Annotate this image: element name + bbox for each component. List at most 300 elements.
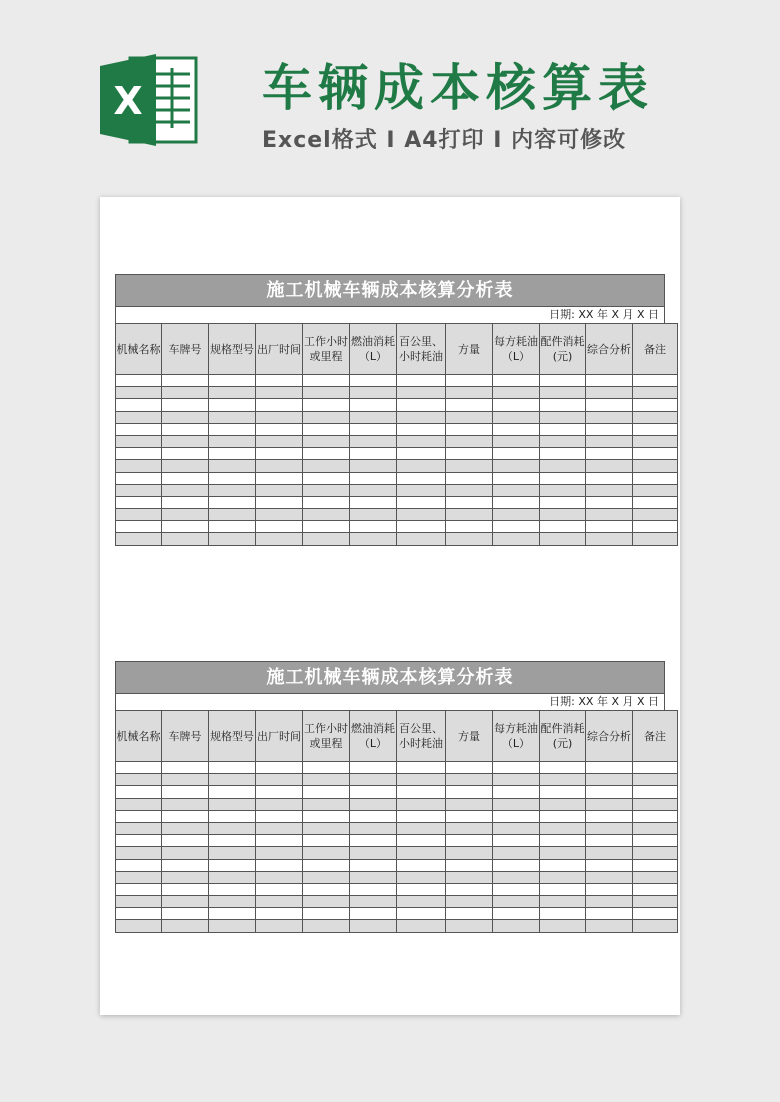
table-cell[interactable] [162, 435, 209, 447]
table-cell[interactable] [209, 484, 256, 496]
table-cell[interactable] [162, 484, 209, 496]
table-cell[interactable] [586, 822, 633, 834]
table-cell[interactable] [162, 399, 209, 411]
table-cell[interactable] [209, 786, 256, 798]
table-cell[interactable] [162, 762, 209, 774]
table-cell[interactable] [633, 411, 678, 423]
table-cell[interactable] [350, 387, 397, 399]
table-cell[interactable] [633, 448, 678, 460]
table-cell[interactable] [256, 509, 303, 521]
table-cell[interactable] [397, 375, 446, 387]
table-cell[interactable] [209, 883, 256, 895]
table-cell[interactable] [162, 411, 209, 423]
table-cell[interactable] [397, 920, 446, 932]
table-cell[interactable] [350, 484, 397, 496]
table-cell[interactable] [256, 883, 303, 895]
table-cell[interactable] [493, 908, 540, 920]
table-cell[interactable] [540, 786, 586, 798]
table-cell[interactable] [446, 496, 493, 508]
table-cell[interactable] [446, 375, 493, 387]
table-cell[interactable] [256, 774, 303, 786]
table-cell[interactable] [303, 810, 350, 822]
table-cell[interactable] [586, 774, 633, 786]
table-cell[interactable] [303, 859, 350, 871]
table-cell[interactable] [493, 496, 540, 508]
table-cell[interactable] [350, 883, 397, 895]
table-cell[interactable] [256, 835, 303, 847]
table-cell[interactable] [633, 786, 678, 798]
table-cell[interactable] [116, 847, 162, 859]
table-cell[interactable] [162, 786, 209, 798]
table-cell[interactable] [256, 460, 303, 472]
table-cell[interactable] [303, 375, 350, 387]
table-cell[interactable] [493, 509, 540, 521]
table-cell[interactable] [586, 920, 633, 932]
table-cell[interactable] [446, 810, 493, 822]
table-cell[interactable] [446, 774, 493, 786]
table-cell[interactable] [116, 460, 162, 472]
table-cell[interactable] [446, 448, 493, 460]
table-cell[interactable] [397, 411, 446, 423]
table-cell[interactable] [633, 871, 678, 883]
table-cell[interactable] [586, 908, 633, 920]
table-cell[interactable] [209, 435, 256, 447]
table-cell[interactable] [446, 908, 493, 920]
table-cell[interactable] [446, 822, 493, 834]
table-cell[interactable] [350, 920, 397, 932]
table-cell[interactable] [493, 896, 540, 908]
table-cell[interactable] [540, 533, 586, 545]
table-cell[interactable] [540, 835, 586, 847]
table-cell[interactable] [303, 423, 350, 435]
table-cell[interactable] [540, 472, 586, 484]
table-cell[interactable] [116, 509, 162, 521]
table-cell[interactable] [350, 533, 397, 545]
table-cell[interactable] [209, 774, 256, 786]
table-cell[interactable] [303, 460, 350, 472]
table-cell[interactable] [446, 423, 493, 435]
table-cell[interactable] [116, 871, 162, 883]
table-cell[interactable] [633, 435, 678, 447]
table-cell[interactable] [540, 448, 586, 460]
table-cell[interactable] [209, 521, 256, 533]
table-cell[interactable] [397, 448, 446, 460]
table-cell[interactable] [256, 896, 303, 908]
table-cell[interactable] [162, 798, 209, 810]
table-cell[interactable] [303, 786, 350, 798]
table-cell[interactable] [397, 423, 446, 435]
table-cell[interactable] [303, 920, 350, 932]
table-cell[interactable] [162, 871, 209, 883]
table-cell[interactable] [209, 533, 256, 545]
table-cell[interactable] [116, 798, 162, 810]
table-cell[interactable] [350, 908, 397, 920]
table-cell[interactable] [397, 484, 446, 496]
table-cell[interactable] [493, 435, 540, 447]
table-cell[interactable] [209, 859, 256, 871]
table-cell[interactable] [303, 896, 350, 908]
table-cell[interactable] [397, 798, 446, 810]
table-cell[interactable] [493, 521, 540, 533]
table-cell[interactable] [162, 774, 209, 786]
table-cell[interactable] [162, 920, 209, 932]
table-cell[interactable] [303, 448, 350, 460]
table-cell[interactable] [350, 822, 397, 834]
table-cell[interactable] [303, 496, 350, 508]
table-cell[interactable] [493, 798, 540, 810]
table-cell[interactable] [303, 908, 350, 920]
table-cell[interactable] [303, 883, 350, 895]
table-cell[interactable] [493, 375, 540, 387]
table-cell[interactable] [256, 822, 303, 834]
table-cell[interactable] [586, 460, 633, 472]
table-cell[interactable] [633, 920, 678, 932]
table-cell[interactable] [633, 472, 678, 484]
table-cell[interactable] [256, 484, 303, 496]
table-cell[interactable] [256, 762, 303, 774]
table-cell[interactable] [493, 774, 540, 786]
table-cell[interactable] [209, 810, 256, 822]
table-cell[interactable] [116, 399, 162, 411]
table-cell[interactable] [493, 835, 540, 847]
table-cell[interactable] [397, 521, 446, 533]
table-cell[interactable] [446, 762, 493, 774]
table-cell[interactable] [256, 920, 303, 932]
table-cell[interactable] [540, 762, 586, 774]
table-cell[interactable] [209, 822, 256, 834]
table-cell[interactable] [397, 883, 446, 895]
table-cell[interactable] [493, 423, 540, 435]
table-cell[interactable] [446, 460, 493, 472]
table-cell[interactable] [162, 460, 209, 472]
table-cell[interactable] [586, 411, 633, 423]
table-cell[interactable] [397, 533, 446, 545]
table-cell[interactable] [256, 423, 303, 435]
table-cell[interactable] [350, 786, 397, 798]
table-cell[interactable] [397, 435, 446, 447]
table-cell[interactable] [446, 871, 493, 883]
table-cell[interactable] [540, 896, 586, 908]
table-cell[interactable] [209, 762, 256, 774]
table-cell[interactable] [540, 822, 586, 834]
table-cell[interactable] [493, 883, 540, 895]
table-cell[interactable] [303, 762, 350, 774]
table-cell[interactable] [540, 859, 586, 871]
table-cell[interactable] [586, 762, 633, 774]
table-cell[interactable] [586, 835, 633, 847]
table-cell[interactable] [540, 423, 586, 435]
table-cell[interactable] [350, 399, 397, 411]
table-cell[interactable] [116, 521, 162, 533]
table-cell[interactable] [493, 920, 540, 932]
table-cell[interactable] [116, 908, 162, 920]
table-cell[interactable] [303, 533, 350, 545]
table-cell[interactable] [493, 786, 540, 798]
table-cell[interactable] [350, 411, 397, 423]
table-cell[interactable] [586, 896, 633, 908]
table-cell[interactable] [350, 460, 397, 472]
table-cell[interactable] [540, 484, 586, 496]
table-cell[interactable] [586, 387, 633, 399]
table-cell[interactable] [493, 472, 540, 484]
table-cell[interactable] [586, 399, 633, 411]
table-cell[interactable] [256, 521, 303, 533]
table-cell[interactable] [493, 533, 540, 545]
table-cell[interactable] [350, 810, 397, 822]
table-cell[interactable] [303, 399, 350, 411]
table-cell[interactable] [633, 509, 678, 521]
table-cell[interactable] [116, 883, 162, 895]
table-cell[interactable] [256, 472, 303, 484]
table-cell[interactable] [397, 835, 446, 847]
table-cell[interactable] [633, 847, 678, 859]
table-cell[interactable] [397, 786, 446, 798]
table-cell[interactable] [446, 411, 493, 423]
table-cell[interactable] [350, 847, 397, 859]
table-cell[interactable] [350, 521, 397, 533]
table-cell[interactable] [209, 387, 256, 399]
table-cell[interactable] [256, 411, 303, 423]
table-cell[interactable] [633, 798, 678, 810]
table-cell[interactable] [116, 423, 162, 435]
table-cell[interactable] [446, 883, 493, 895]
table-cell[interactable] [162, 896, 209, 908]
table-cell[interactable] [446, 484, 493, 496]
table-cell[interactable] [397, 496, 446, 508]
table-cell[interactable] [446, 387, 493, 399]
table-cell[interactable] [586, 810, 633, 822]
table-cell[interactable] [397, 847, 446, 859]
table-cell[interactable] [209, 411, 256, 423]
table-cell[interactable] [633, 908, 678, 920]
table-cell[interactable] [586, 786, 633, 798]
table-cell[interactable] [540, 521, 586, 533]
table-cell[interactable] [162, 448, 209, 460]
table-cell[interactable] [446, 896, 493, 908]
table-cell[interactable] [540, 920, 586, 932]
table-cell[interactable] [633, 460, 678, 472]
table-cell[interactable] [303, 822, 350, 834]
table-cell[interactable] [540, 847, 586, 859]
table-cell[interactable] [633, 883, 678, 895]
table-cell[interactable] [540, 810, 586, 822]
table-cell[interactable] [493, 762, 540, 774]
table-cell[interactable] [350, 762, 397, 774]
table-cell[interactable] [256, 908, 303, 920]
table-cell[interactable] [350, 509, 397, 521]
table-cell[interactable] [633, 835, 678, 847]
table-cell[interactable] [633, 822, 678, 834]
table-cell[interactable] [633, 762, 678, 774]
table-cell[interactable] [116, 920, 162, 932]
table-cell[interactable] [540, 375, 586, 387]
table-cell[interactable] [116, 822, 162, 834]
table-cell[interactable] [633, 533, 678, 545]
table-cell[interactable] [116, 810, 162, 822]
table-cell[interactable] [586, 375, 633, 387]
table-cell[interactable] [162, 859, 209, 871]
table-cell[interactable] [540, 460, 586, 472]
table-cell[interactable] [256, 847, 303, 859]
table-cell[interactable] [586, 496, 633, 508]
table-cell[interactable] [350, 472, 397, 484]
table-cell[interactable] [446, 786, 493, 798]
table-cell[interactable] [493, 448, 540, 460]
table-cell[interactable] [493, 847, 540, 859]
table-cell[interactable] [633, 810, 678, 822]
table-cell[interactable] [256, 810, 303, 822]
table-cell[interactable] [162, 908, 209, 920]
table-cell[interactable] [350, 448, 397, 460]
table-cell[interactable] [446, 509, 493, 521]
table-cell[interactable] [256, 448, 303, 460]
table-cell[interactable] [540, 908, 586, 920]
table-cell[interactable] [303, 774, 350, 786]
table-cell[interactable] [540, 435, 586, 447]
table-cell[interactable] [209, 835, 256, 847]
table-cell[interactable] [493, 871, 540, 883]
table-cell[interactable] [303, 411, 350, 423]
table-cell[interactable] [303, 847, 350, 859]
table-cell[interactable] [162, 847, 209, 859]
table-cell[interactable] [397, 908, 446, 920]
table-cell[interactable] [256, 871, 303, 883]
table-cell[interactable] [116, 859, 162, 871]
table-cell[interactable] [493, 822, 540, 834]
table-cell[interactable] [209, 920, 256, 932]
table-cell[interactable] [256, 533, 303, 545]
table-cell[interactable] [116, 484, 162, 496]
table-cell[interactable] [493, 810, 540, 822]
table-cell[interactable] [350, 896, 397, 908]
table-cell[interactable] [633, 774, 678, 786]
table-cell[interactable] [633, 496, 678, 508]
table-cell[interactable] [397, 859, 446, 871]
table-cell[interactable] [586, 435, 633, 447]
table-cell[interactable] [540, 399, 586, 411]
table-cell[interactable] [493, 484, 540, 496]
table-cell[interactable] [540, 798, 586, 810]
table-cell[interactable] [162, 375, 209, 387]
table-cell[interactable] [540, 774, 586, 786]
table-cell[interactable] [209, 423, 256, 435]
table-cell[interactable] [397, 509, 446, 521]
table-cell[interactable] [256, 375, 303, 387]
table-cell[interactable] [162, 387, 209, 399]
table-cell[interactable] [116, 896, 162, 908]
table-cell[interactable] [493, 460, 540, 472]
table-cell[interactable] [633, 375, 678, 387]
table-cell[interactable] [446, 399, 493, 411]
table-cell[interactable] [446, 847, 493, 859]
table-cell[interactable] [209, 472, 256, 484]
table-cell[interactable] [256, 387, 303, 399]
table-cell[interactable] [256, 786, 303, 798]
table-cell[interactable] [586, 484, 633, 496]
table-cell[interactable] [397, 871, 446, 883]
table-cell[interactable] [446, 859, 493, 871]
table-cell[interactable] [162, 810, 209, 822]
table-cell[interactable] [633, 896, 678, 908]
table-cell[interactable] [633, 399, 678, 411]
table-cell[interactable] [493, 859, 540, 871]
table-cell[interactable] [397, 387, 446, 399]
table-cell[interactable] [116, 786, 162, 798]
table-cell[interactable] [446, 533, 493, 545]
table-cell[interactable] [209, 847, 256, 859]
table-cell[interactable] [116, 435, 162, 447]
table-cell[interactable] [586, 798, 633, 810]
table-cell[interactable] [633, 521, 678, 533]
table-cell[interactable] [586, 859, 633, 871]
table-cell[interactable] [162, 496, 209, 508]
table-cell[interactable] [116, 472, 162, 484]
table-cell[interactable] [540, 387, 586, 399]
table-cell[interactable] [633, 859, 678, 871]
table-cell[interactable] [633, 387, 678, 399]
table-cell[interactable] [540, 509, 586, 521]
table-cell[interactable] [633, 423, 678, 435]
table-cell[interactable] [397, 460, 446, 472]
table-cell[interactable] [586, 472, 633, 484]
table-cell[interactable] [256, 798, 303, 810]
table-cell[interactable] [540, 871, 586, 883]
table-cell[interactable] [350, 859, 397, 871]
table-cell[interactable] [303, 871, 350, 883]
table-cell[interactable] [540, 411, 586, 423]
table-cell[interactable] [586, 871, 633, 883]
table-cell[interactable] [446, 798, 493, 810]
table-cell[interactable] [350, 375, 397, 387]
table-cell[interactable] [493, 399, 540, 411]
table-cell[interactable] [397, 762, 446, 774]
table-cell[interactable] [350, 423, 397, 435]
table-cell[interactable] [493, 387, 540, 399]
table-cell[interactable] [350, 871, 397, 883]
table-cell[interactable] [303, 521, 350, 533]
table-cell[interactable] [350, 835, 397, 847]
table-cell[interactable] [586, 533, 633, 545]
table-cell[interactable] [446, 435, 493, 447]
table-cell[interactable] [209, 896, 256, 908]
table-cell[interactable] [397, 472, 446, 484]
table-cell[interactable] [209, 399, 256, 411]
table-cell[interactable] [256, 859, 303, 871]
table-cell[interactable] [116, 774, 162, 786]
table-cell[interactable] [162, 822, 209, 834]
table-cell[interactable] [162, 533, 209, 545]
table-cell[interactable] [116, 375, 162, 387]
table-cell[interactable] [209, 509, 256, 521]
table-cell[interactable] [350, 496, 397, 508]
table-cell[interactable] [116, 448, 162, 460]
table-cell[interactable] [303, 472, 350, 484]
table-cell[interactable] [162, 883, 209, 895]
table-cell[interactable] [209, 798, 256, 810]
table-cell[interactable] [116, 762, 162, 774]
table-cell[interactable] [256, 496, 303, 508]
table-cell[interactable] [350, 435, 397, 447]
table-cell[interactable] [446, 920, 493, 932]
table-cell[interactable] [303, 484, 350, 496]
table-cell[interactable] [116, 496, 162, 508]
table-cell[interactable] [586, 883, 633, 895]
table-cell[interactable] [209, 460, 256, 472]
table-cell[interactable] [116, 411, 162, 423]
table-cell[interactable] [350, 774, 397, 786]
table-cell[interactable] [397, 774, 446, 786]
table-cell[interactable] [397, 810, 446, 822]
